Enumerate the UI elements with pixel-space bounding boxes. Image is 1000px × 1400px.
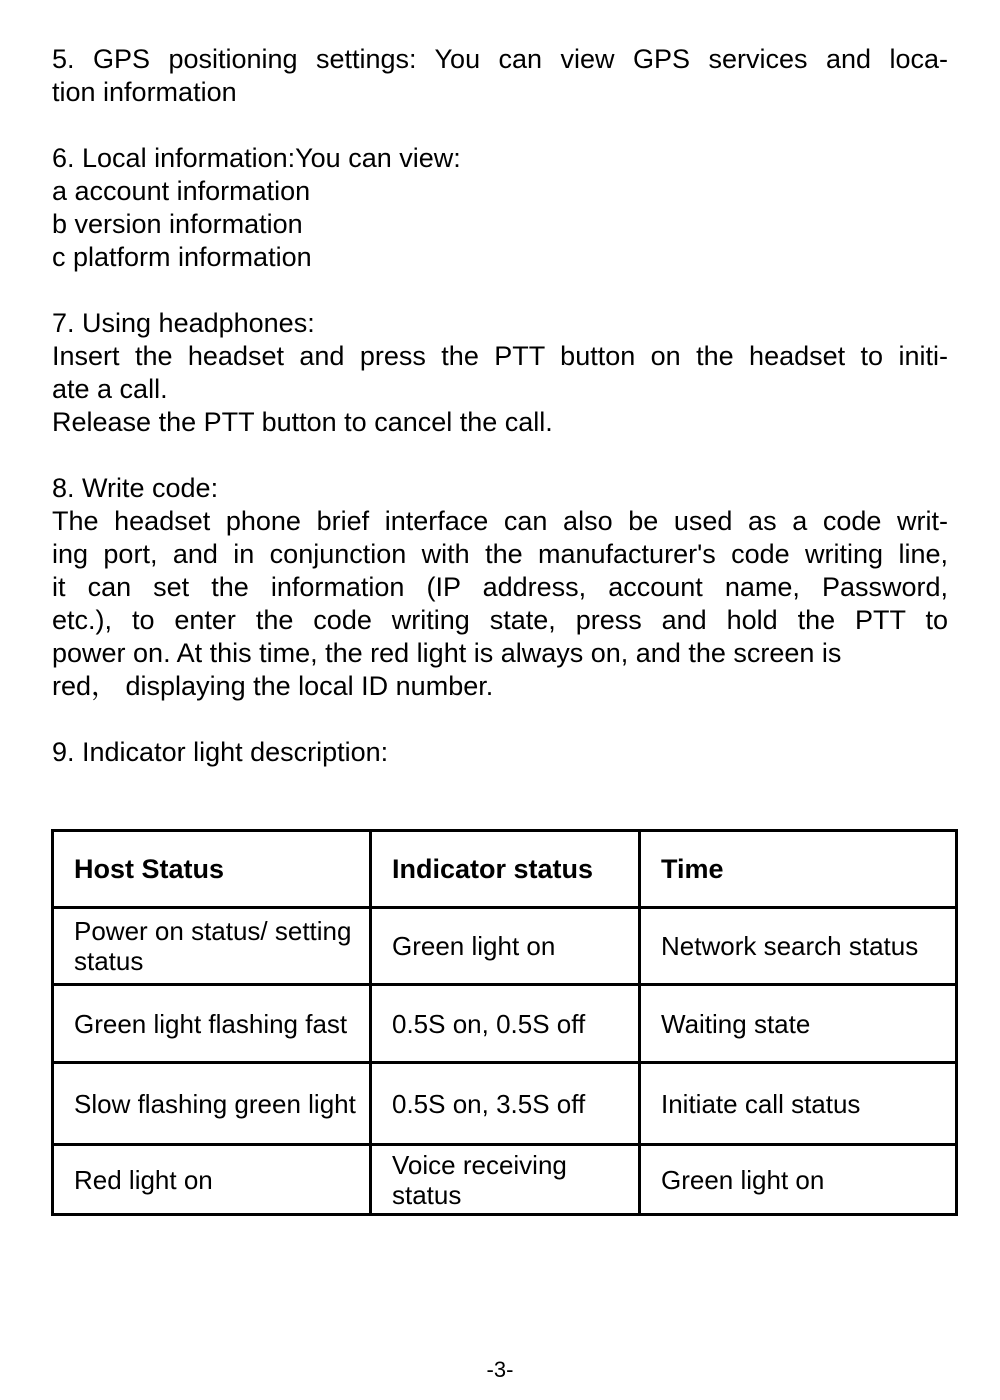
table-header-indicator-status: Indicator status [371,831,640,908]
table-header-row [53,831,957,908]
table-cell: 0.5S on, 0.5S off [371,985,640,1063]
local-item-platform: c platform information [52,242,312,272]
table-cell: Green light on [640,1145,957,1215]
document-body [52,43,948,769]
local-heading: 6. Local information:You can view: [52,143,461,173]
table-cell: 0.5S on, 3.5S off [371,1063,640,1145]
table-cell: Slow flashing green light [53,1063,371,1145]
table-row [53,985,957,1063]
section-write-code [52,472,948,703]
indicator-heading: 9. Indicator light description: [52,737,389,767]
table-cell: Power on status/ setting status [53,908,371,985]
table-header-host-status: Host Status [53,831,371,908]
page-number: -3- [486,1357,514,1382]
table-cell: Waiting state [640,985,957,1063]
headphones-line-1: Insert the headset and press the PTT button on the headset to initi- [52,341,948,371]
section-local-information [52,142,948,274]
table-header-time: Time [640,831,957,908]
section-indicator-light [52,736,948,769]
write-code-line-3: it can set the information (IP address, account name, Password, [52,572,948,602]
write-code-line-1: The headset phone brief interface can also be used as a code writ- [52,506,948,536]
table-row [53,908,957,985]
gps-line-2: tion information [52,77,237,107]
write-code-line-5: power on. At this time, the red light is always on, and the screen is [52,638,842,668]
write-code-line-6: red， displaying the local ID number. [52,671,494,701]
local-item-version: b version information [52,209,303,239]
indicator-light-table [51,829,958,1216]
write-code-line-2: ing port, and in conjunction with the manufacturer's code writing line, [52,539,948,569]
table-row [53,1145,957,1215]
headphones-heading: 7. Using headphones: [52,308,315,338]
table-cell: Green light on [371,908,640,985]
table-cell: Green light flashing fast [53,985,371,1063]
headphones-line-2: ate a call. [52,374,168,404]
local-item-account: a account information [52,176,311,206]
table-row [53,1063,957,1145]
table-cell: Network search status [640,908,957,985]
table-cell: Red light on [53,1145,371,1215]
gps-line-1: 5. GPS positioning settings: You can view GPS services and loca- [52,44,948,74]
table-cell: Voice receiving status [371,1145,640,1215]
table-cell: Initiate call status [640,1063,957,1145]
write-code-line-4: etc.), to enter the code writing state, press and hold the PTT to [52,605,948,635]
section-gps-settings [52,43,948,109]
section-using-headphones [52,307,948,439]
write-code-heading: 8. Write code: [52,473,219,503]
headphones-line-3: Release the PTT button to cancel the call. [52,407,553,437]
